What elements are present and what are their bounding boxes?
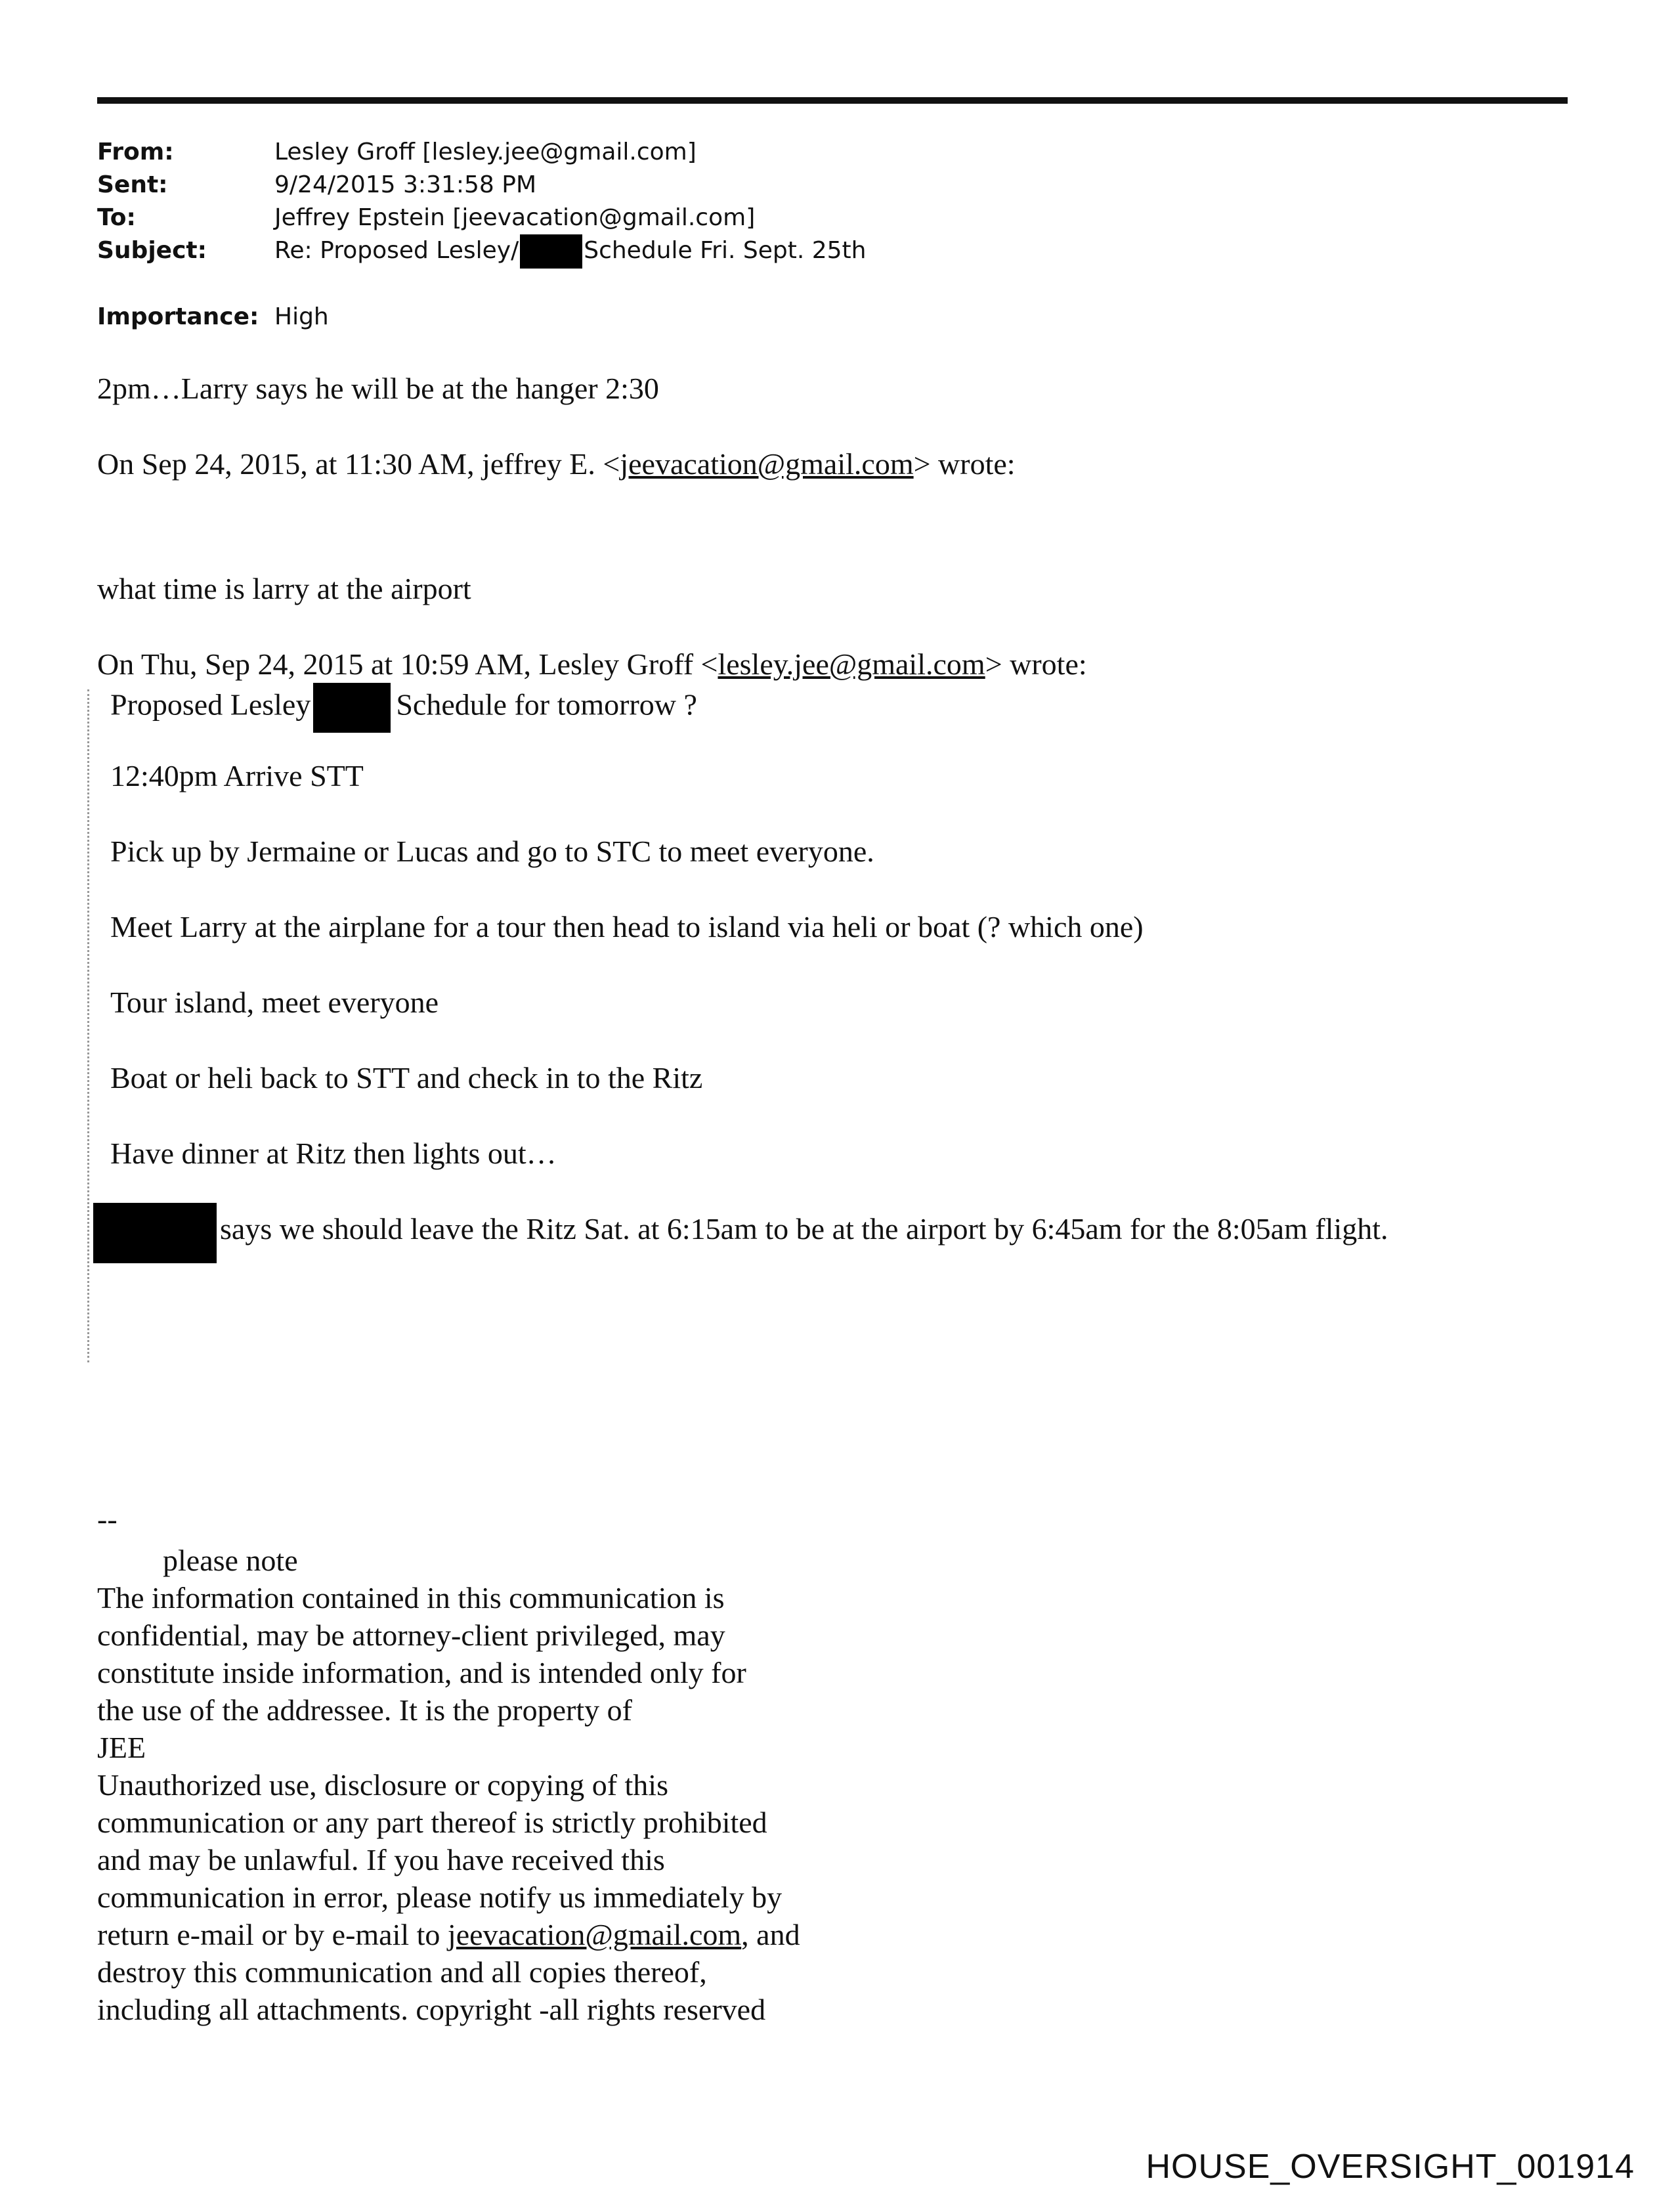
- question-text: what time is larry at the airport: [97, 572, 471, 605]
- sent-label: Sent:: [97, 171, 168, 198]
- from-value: Lesley Groff [lesley.jee@gmail.com]: [274, 139, 697, 165]
- subject-suffix: Schedule Fri. Sept. 25th: [584, 237, 867, 264]
- quote1-pre: On Sep 24, 2015, at 11:30 AM, jeffrey E. <: [97, 447, 620, 481]
- redaction-box: [93, 1203, 217, 1263]
- disclaimer-line: constitute inside information, and is intended only for: [97, 1656, 746, 1689]
- line-tour: Tour island, meet everyone: [110, 986, 439, 1019]
- disclaimer-line: destroy this communication and all copies thereof,: [97, 1955, 707, 1989]
- reply-text: 2pm…Larry says he will be at the hanger 2:30: [97, 372, 659, 405]
- quote-bar: [87, 689, 89, 1362]
- line-proposed-a: Proposed Lesley: [110, 687, 311, 722]
- disclaimer-line: The information contained in this communication is: [97, 1581, 725, 1615]
- line-dinner: Have dinner at Ritz then lights out…: [110, 1137, 557, 1170]
- quote1-post: > wrote:: [913, 447, 1016, 481]
- quote2-post: > wrote:: [985, 647, 1087, 681]
- line-leave: says we should leave the Ritz Sat. at 6:15am to be at the airport by 6:45am for the 8:05am flight.: [220, 1212, 1388, 1246]
- subject-value: [274, 234, 866, 269]
- disclaimer-line: communication in error, please notify us immediately by: [97, 1880, 783, 1914]
- importance-label: Importance:: [97, 303, 259, 330]
- disclaimer-line: communication or any part thereof is strictly prohibited: [97, 1806, 767, 1839]
- top-rule: [97, 97, 1568, 104]
- quote2-email-link[interactable]: lesley.jee@gmail.com: [718, 647, 985, 681]
- subject-prefix: Re: Proposed Lesley/: [274, 237, 519, 264]
- line-meet: Meet Larry at the airplane for a tour then head to island via heli or boat (? which one): [110, 910, 1144, 943]
- disclaimer-line: and may be unlawful. If you have received this: [97, 1843, 665, 1876]
- quote1-email-link[interactable]: jeevacation@gmail.com: [620, 447, 914, 481]
- from-label: From:: [97, 139, 174, 165]
- quote2-pre: On Thu, Sep 24, 2015 at 10:59 AM, Lesley Groff <: [97, 647, 718, 681]
- line-pickup: Pick up by Jermaine or Lucas and go to STC to meet everyone.: [110, 835, 874, 868]
- disclaimer-post: , and: [741, 1918, 800, 1951]
- importance-value: High: [274, 303, 329, 330]
- disclaimer-line: Unauthorized use, disclosure or copying of this: [97, 1768, 668, 1802]
- to-label: To:: [97, 204, 136, 231]
- sent-value: 9/24/2015 3:31:58 PM: [274, 171, 537, 198]
- disclaimer-line: the use of the addressee. It is the property of: [97, 1693, 632, 1727]
- disclaimer-line: [97, 1916, 800, 1953]
- quote1-attribution: [97, 446, 1016, 481]
- disclaimer-line: including all attachments. copyright -all rights reserved: [97, 1993, 766, 2026]
- line-proposed-b: Schedule for tomorrow ?: [396, 687, 697, 722]
- disclaimer-pre: return e-mail or by e-mail to: [97, 1918, 448, 1951]
- to-value: Jeffrey Epstein [jeevacation@gmail.com]: [274, 204, 756, 231]
- line-boat: Boat or heli back to STT and check in to the Ritz: [110, 1061, 703, 1095]
- line-arrive: 12:40pm Arrive STT: [110, 759, 364, 792]
- please-note: please note: [163, 1544, 298, 1577]
- disclaimer-line: confidential, may be attorney-client privileged, may: [97, 1618, 725, 1652]
- redaction-box: [313, 683, 391, 733]
- signature-dashes: --: [97, 1502, 118, 1536]
- subject-label: Subject:: [97, 237, 207, 264]
- redaction-box: [520, 234, 582, 269]
- line-proposed: [110, 683, 697, 733]
- bates-number: HOUSE_OVERSIGHT_001914: [1146, 2148, 1635, 2186]
- disclaimer-line: JEE: [97, 1731, 146, 1764]
- quote2-attribution: [97, 647, 1087, 682]
- disclaimer-email-link[interactable]: jeevacation@gmail.com: [447, 1918, 742, 1951]
